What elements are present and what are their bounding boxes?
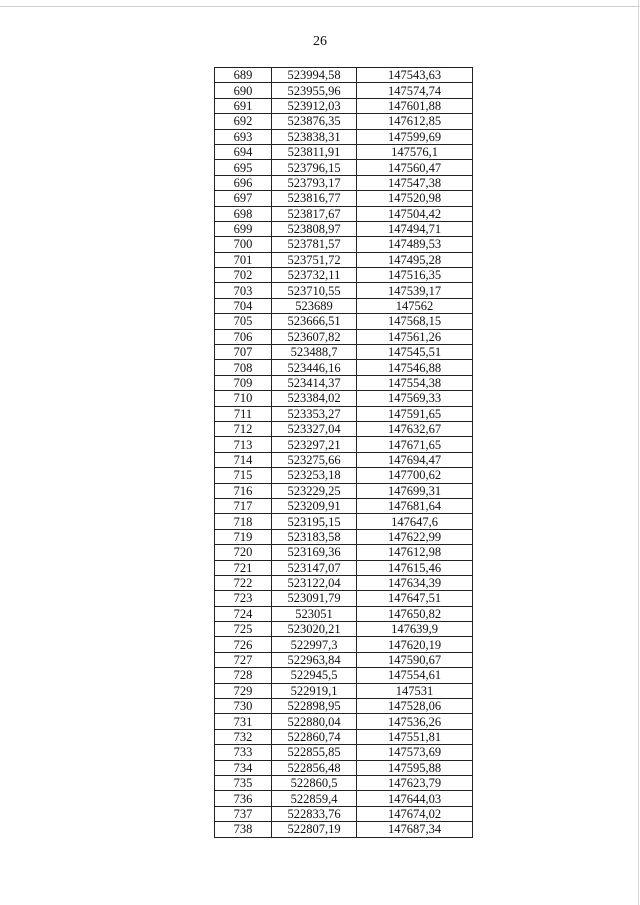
x-coordinate-cell: 523994,58	[272, 68, 357, 83]
point-number-cell: 718	[215, 514, 272, 529]
y-coordinate-cell: 147647,6	[357, 514, 473, 529]
table-row	[215, 329, 473, 344]
x-coordinate-cell: 522945,5	[272, 668, 357, 683]
table-row	[215, 83, 473, 98]
point-number-cell: 714	[215, 452, 272, 467]
table-row	[215, 714, 473, 729]
table-row	[215, 791, 473, 806]
y-coordinate-cell: 147573,69	[357, 745, 473, 760]
table-row	[215, 437, 473, 452]
x-coordinate-cell: 523183,58	[272, 529, 357, 544]
x-coordinate-cell: 523838,31	[272, 129, 357, 144]
point-number-cell: 710	[215, 391, 272, 406]
x-coordinate-cell: 523384,02	[272, 391, 357, 406]
y-coordinate-cell: 147601,88	[357, 98, 473, 113]
point-number-cell: 700	[215, 237, 272, 252]
point-number-cell: 693	[215, 129, 272, 144]
y-coordinate-cell: 147694,47	[357, 452, 473, 467]
point-number-cell: 734	[215, 760, 272, 775]
table-row	[215, 375, 473, 390]
x-coordinate-cell: 523912,03	[272, 98, 357, 113]
point-number-cell: 712	[215, 421, 272, 436]
x-coordinate-cell: 522807,19	[272, 822, 357, 837]
point-number-cell: 691	[215, 98, 272, 113]
point-number-cell: 735	[215, 775, 272, 790]
y-coordinate-cell: 147612,98	[357, 545, 473, 560]
table-row	[215, 498, 473, 513]
table-row	[215, 622, 473, 637]
y-coordinate-cell: 147632,67	[357, 421, 473, 436]
table-row	[215, 129, 473, 144]
table-row	[215, 652, 473, 667]
x-coordinate-cell: 523091,79	[272, 591, 357, 606]
coordinates-table	[214, 67, 473, 838]
point-number-cell: 701	[215, 252, 272, 267]
x-coordinate-cell: 523751,72	[272, 252, 357, 267]
point-number-cell: 692	[215, 114, 272, 129]
point-number-cell: 730	[215, 699, 272, 714]
table-row	[215, 483, 473, 498]
table-row	[215, 175, 473, 190]
point-number-cell: 731	[215, 714, 272, 729]
x-coordinate-cell: 523607,82	[272, 329, 357, 344]
table-row	[215, 237, 473, 252]
point-number-cell: 728	[215, 668, 272, 683]
table-row	[215, 637, 473, 652]
x-coordinate-cell: 523488,7	[272, 345, 357, 360]
table-row	[215, 221, 473, 236]
table-row	[215, 191, 473, 206]
point-number-cell: 694	[215, 144, 272, 159]
point-number-cell: 695	[215, 160, 272, 175]
y-coordinate-cell: 147674,02	[357, 806, 473, 821]
point-number-cell: 724	[215, 606, 272, 621]
y-coordinate-cell: 147681,64	[357, 498, 473, 513]
y-coordinate-cell: 147531	[357, 683, 473, 698]
point-number-cell: 729	[215, 683, 272, 698]
point-number-cell: 702	[215, 268, 272, 283]
point-number-cell: 713	[215, 437, 272, 452]
y-coordinate-cell: 147528,06	[357, 699, 473, 714]
y-coordinate-cell: 147504,42	[357, 206, 473, 221]
table-row	[215, 822, 473, 837]
table-row	[215, 268, 473, 283]
x-coordinate-cell: 523229,25	[272, 483, 357, 498]
x-coordinate-cell: 523195,15	[272, 514, 357, 529]
x-coordinate-cell: 522919,1	[272, 683, 357, 698]
y-coordinate-cell: 147599,69	[357, 129, 473, 144]
x-coordinate-cell: 523169,36	[272, 545, 357, 560]
y-coordinate-cell: 147554,38	[357, 375, 473, 390]
y-coordinate-cell: 147545,51	[357, 345, 473, 360]
x-coordinate-cell: 523051	[272, 606, 357, 621]
point-number-cell: 736	[215, 791, 272, 806]
page-number: 26	[313, 34, 327, 49]
x-coordinate-cell: 523353,27	[272, 406, 357, 421]
table-row	[215, 406, 473, 421]
point-number-cell: 690	[215, 83, 272, 98]
scan-right-edge	[638, 0, 639, 905]
point-number-cell: 721	[215, 560, 272, 575]
y-coordinate-cell: 147591,65	[357, 406, 473, 421]
point-number-cell: 738	[215, 822, 272, 837]
x-coordinate-cell: 522860,5	[272, 775, 357, 790]
x-coordinate-cell: 523020,21	[272, 622, 357, 637]
point-number-cell: 706	[215, 329, 272, 344]
y-coordinate-cell: 147543,63	[357, 68, 473, 83]
point-number-cell: 737	[215, 806, 272, 821]
table-row	[215, 252, 473, 267]
y-coordinate-cell: 147520,98	[357, 191, 473, 206]
point-number-cell: 699	[215, 221, 272, 236]
x-coordinate-cell: 523327,04	[272, 421, 357, 436]
y-coordinate-cell: 147687,34	[357, 822, 473, 837]
point-number-cell: 707	[215, 345, 272, 360]
x-coordinate-cell: 523781,57	[272, 237, 357, 252]
x-coordinate-cell: 523275,66	[272, 452, 357, 467]
table-row	[215, 606, 473, 621]
x-coordinate-cell: 522997,3	[272, 637, 357, 652]
table-row	[215, 683, 473, 698]
table-row	[215, 468, 473, 483]
scan-top-edge	[0, 6, 640, 7]
table-row	[215, 668, 473, 683]
y-coordinate-cell: 147539,17	[357, 283, 473, 298]
point-number-cell: 723	[215, 591, 272, 606]
table-row	[215, 345, 473, 360]
point-number-cell: 697	[215, 191, 272, 206]
point-number-cell: 704	[215, 298, 272, 313]
point-number-cell: 705	[215, 314, 272, 329]
x-coordinate-cell: 522860,74	[272, 729, 357, 744]
x-coordinate-cell: 522880,04	[272, 714, 357, 729]
table-row	[215, 575, 473, 590]
table-row	[215, 591, 473, 606]
y-coordinate-cell: 147644,03	[357, 791, 473, 806]
x-coordinate-cell: 522833,76	[272, 806, 357, 821]
y-coordinate-cell: 147516,35	[357, 268, 473, 283]
point-number-cell: 698	[215, 206, 272, 221]
table-row	[215, 545, 473, 560]
table-row	[215, 206, 473, 221]
point-number-cell: 709	[215, 375, 272, 390]
table-row	[215, 514, 473, 529]
point-number-cell: 732	[215, 729, 272, 744]
x-coordinate-cell: 523122,04	[272, 575, 357, 590]
y-coordinate-cell: 147595,88	[357, 760, 473, 775]
point-number-cell: 726	[215, 637, 272, 652]
x-coordinate-cell: 523811,91	[272, 144, 357, 159]
table-row	[215, 360, 473, 375]
x-coordinate-cell: 523666,51	[272, 314, 357, 329]
point-number-cell: 722	[215, 575, 272, 590]
y-coordinate-cell: 147547,38	[357, 175, 473, 190]
y-coordinate-cell: 147650,82	[357, 606, 473, 621]
point-number-cell: 717	[215, 498, 272, 513]
point-number-cell: 719	[215, 529, 272, 544]
x-coordinate-cell: 523808,97	[272, 221, 357, 236]
y-coordinate-cell: 147574,74	[357, 83, 473, 98]
y-coordinate-cell: 147612,85	[357, 114, 473, 129]
table-row	[215, 529, 473, 544]
y-coordinate-cell: 147551,81	[357, 729, 473, 744]
point-number-cell: 711	[215, 406, 272, 421]
y-coordinate-cell: 147568,15	[357, 314, 473, 329]
table-row	[215, 160, 473, 175]
table-row	[215, 699, 473, 714]
point-number-cell: 703	[215, 283, 272, 298]
y-coordinate-cell: 147489,53	[357, 237, 473, 252]
point-number-cell: 716	[215, 483, 272, 498]
table-row	[215, 144, 473, 159]
table-row	[215, 98, 473, 113]
x-coordinate-cell: 523689	[272, 298, 357, 313]
point-number-cell: 733	[215, 745, 272, 760]
y-coordinate-cell: 147700,62	[357, 468, 473, 483]
y-coordinate-cell: 147699,31	[357, 483, 473, 498]
table-row	[215, 421, 473, 436]
x-coordinate-cell: 523793,17	[272, 175, 357, 190]
y-coordinate-cell: 147634,39	[357, 575, 473, 590]
point-number-cell: 708	[215, 360, 272, 375]
point-number-cell: 725	[215, 622, 272, 637]
y-coordinate-cell: 147671,65	[357, 437, 473, 452]
y-coordinate-cell: 147647,51	[357, 591, 473, 606]
y-coordinate-cell: 147615,46	[357, 560, 473, 575]
x-coordinate-cell: 522855,85	[272, 745, 357, 760]
point-number-cell: 696	[215, 175, 272, 190]
table-row	[215, 68, 473, 83]
table-row	[215, 452, 473, 467]
table-row	[215, 760, 473, 775]
x-coordinate-cell: 523796,15	[272, 160, 357, 175]
table-row	[215, 560, 473, 575]
y-coordinate-cell: 147546,88	[357, 360, 473, 375]
table-row	[215, 314, 473, 329]
y-coordinate-cell: 147623,79	[357, 775, 473, 790]
x-coordinate-cell: 522963,84	[272, 652, 357, 667]
x-coordinate-cell: 522856,48	[272, 760, 357, 775]
table-row	[215, 806, 473, 821]
y-coordinate-cell: 147590,67	[357, 652, 473, 667]
y-coordinate-cell: 147494,71	[357, 221, 473, 236]
y-coordinate-cell: 147576,1	[357, 144, 473, 159]
y-coordinate-cell: 147620,19	[357, 637, 473, 652]
x-coordinate-cell: 523414,37	[272, 375, 357, 390]
x-coordinate-cell: 523710,55	[272, 283, 357, 298]
x-coordinate-cell: 522859,4	[272, 791, 357, 806]
point-number-cell: 727	[215, 652, 272, 667]
x-coordinate-cell: 523732,11	[272, 268, 357, 283]
x-coordinate-cell: 523876,35	[272, 114, 357, 129]
point-number-cell: 689	[215, 68, 272, 83]
x-coordinate-cell: 523297,21	[272, 437, 357, 452]
x-coordinate-cell: 523209,91	[272, 498, 357, 513]
point-number-cell: 715	[215, 468, 272, 483]
coordinates-table-body	[215, 68, 473, 838]
y-coordinate-cell: 147622,99	[357, 529, 473, 544]
table-row	[215, 298, 473, 313]
table-row	[215, 729, 473, 744]
y-coordinate-cell: 147561,26	[357, 329, 473, 344]
x-coordinate-cell: 523147,07	[272, 560, 357, 575]
y-coordinate-cell: 147639,9	[357, 622, 473, 637]
x-coordinate-cell: 522898,95	[272, 699, 357, 714]
table-row	[215, 283, 473, 298]
x-coordinate-cell: 523816,77	[272, 191, 357, 206]
y-coordinate-cell: 147495,28	[357, 252, 473, 267]
x-coordinate-cell: 523446,16	[272, 360, 357, 375]
y-coordinate-cell: 147554,61	[357, 668, 473, 683]
table-row	[215, 775, 473, 790]
x-coordinate-cell: 523817,67	[272, 206, 357, 221]
table-row	[215, 745, 473, 760]
y-coordinate-cell: 147560,47	[357, 160, 473, 175]
table-row	[215, 391, 473, 406]
table-row	[215, 114, 473, 129]
y-coordinate-cell: 147569,33	[357, 391, 473, 406]
x-coordinate-cell: 523955,96	[272, 83, 357, 98]
y-coordinate-cell: 147536,26	[357, 714, 473, 729]
x-coordinate-cell: 523253,18	[272, 468, 357, 483]
y-coordinate-cell: 147562	[357, 298, 473, 313]
point-number-cell: 720	[215, 545, 272, 560]
